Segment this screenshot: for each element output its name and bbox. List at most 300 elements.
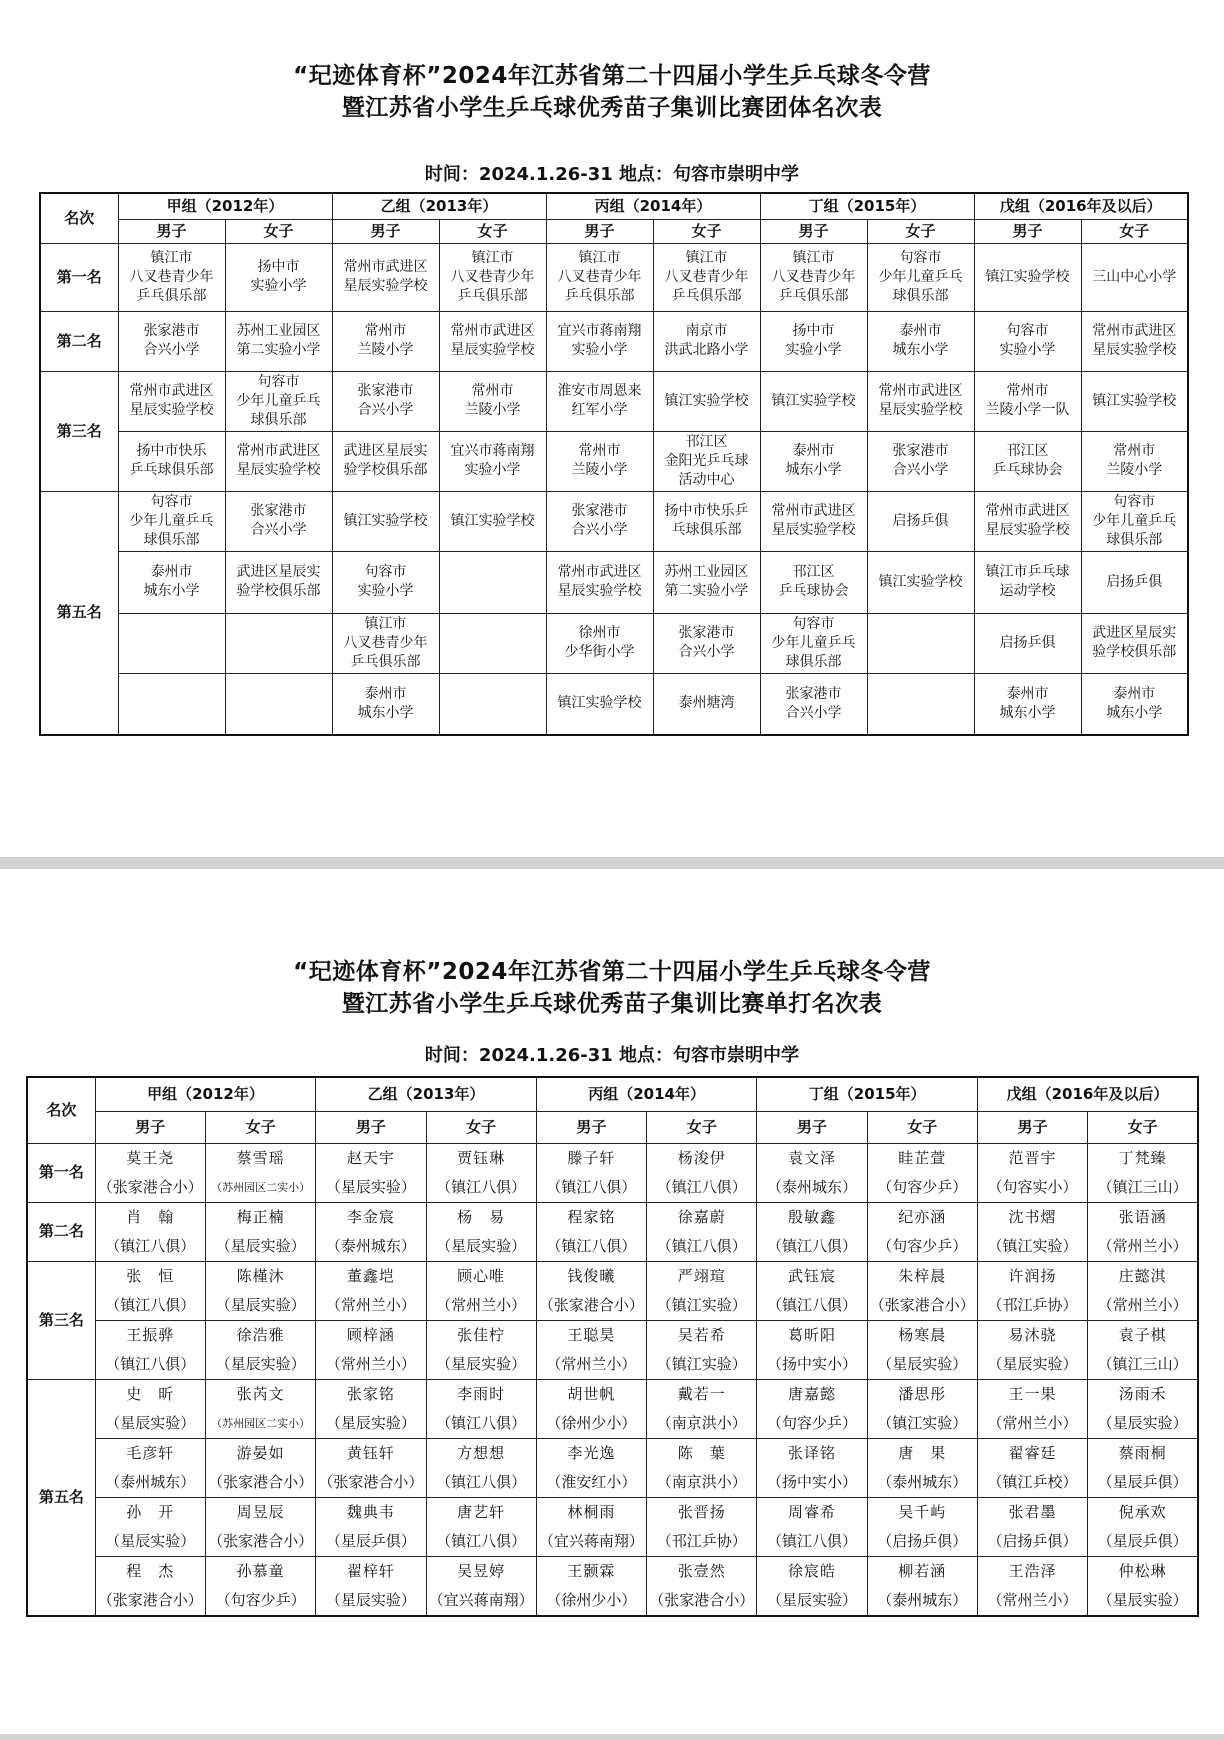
player-club: （镇江八俱） [426,1527,536,1557]
player-club: （星辰实验） [316,1173,426,1203]
team-entry: 镇江市 八叉巷青少年 乒乓俱乐部 [332,613,439,673]
table-row [40,243,1188,311]
player-club: （常州兰小） [1088,1291,1198,1321]
team-entry: 张家港市 合兴小学 [332,371,439,431]
team-entry: 武进区星辰实 验学校俱乐部 [225,551,332,613]
player-club: （泰州城东） [757,1173,867,1203]
rank-label: 第二名 [27,1202,95,1261]
player-name: 仲松琳 [1088,1556,1198,1586]
player-club: （星辰实验） [1088,1409,1198,1439]
table-row [27,1350,1198,1380]
player-name: 周昱辰 [205,1497,315,1527]
page-separator-bottom [0,1734,1224,1740]
player-name: 李金宸 [316,1202,426,1232]
team-entry: 扬中市快乐 乒乓球俱乐部 [118,431,225,491]
player-club: （常州兰小） [1088,1232,1198,1262]
player-name: 吴昱婷 [426,1556,536,1586]
male-header: 男子 [536,1111,646,1143]
player-name: 吴千屿 [867,1497,977,1527]
team-entry: 泰州塘湾 [653,673,760,735]
player-club: （张家港合小） [647,1586,757,1616]
player-club: （南京洪小） [647,1468,757,1498]
team-entry: 镇江实验学校 [653,371,760,431]
gender-header-row [40,219,1188,243]
player-name: 沈书熠 [977,1202,1087,1232]
player-club: （句容实小） [977,1173,1087,1203]
team-entry: 张家港市 合兴小学 [760,673,867,735]
player-club: （邗江乒协） [647,1527,757,1557]
table-row [27,1202,1198,1232]
player-club: （常州兰小） [977,1409,1087,1439]
team-entry: 武进区星辰实 验学校俱乐部 [1081,613,1188,673]
team-entry: 泰州市 城东小学 [118,551,225,613]
player-club: （星辰实验） [95,1527,205,1557]
player-club: （镇江八俱） [426,1173,536,1203]
team-entry: 常州市武进区 星辰实验学校 [332,243,439,311]
player-name: 赵天宇 [316,1143,426,1173]
group-header-row [40,193,1188,219]
player-name: 庄懿淇 [1088,1261,1198,1291]
player-name: 武钰宸 [757,1261,867,1291]
player-name: 徐浩雅 [205,1320,315,1350]
group-header: 丁组（2015年） [757,1077,978,1111]
team-entry: 常州市 兰陵小学 [1081,431,1188,491]
team-entry: 泰州市 城东小学 [974,673,1081,735]
player-club: （镇江八俱） [95,1350,205,1380]
team-entry [225,613,332,673]
player-name: 梅正楠 [205,1202,315,1232]
team-entry: 张家港市 合兴小学 [653,613,760,673]
team-entry: 张家港市 合兴小学 [867,431,974,491]
player-name: 王振骅 [95,1320,205,1350]
table-row [27,1409,1198,1439]
player-name: 蔡雨桐 [1088,1438,1198,1468]
team-entry [439,673,546,735]
team-entry: 邗江区 乒乓球协会 [760,551,867,613]
team-entry: 常州市 兰陵小学一队 [974,371,1081,431]
team-entry: 句容市 少年儿童乒乓 球俱乐部 [867,243,974,311]
player-name: 林桐雨 [536,1497,646,1527]
rank-label: 第三名 [27,1261,95,1379]
player-name: 张译铭 [757,1438,867,1468]
team-entry: 三山中心小学 [1081,243,1188,311]
singles-title-line1: “玘迹体育杯”2024年江苏省第二十四届小学生乒乓球冬令营 [293,959,931,985]
player-name: 孙 开 [95,1497,205,1527]
team-entry: 武进区星辰实 验学校俱乐部 [332,431,439,491]
player-name: 毛彦轩 [95,1438,205,1468]
table-row [27,1379,1198,1409]
player-club: （星辰乒俱） [316,1527,426,1557]
team-entry: 镇江市 八叉巷青少年 乒乓俱乐部 [653,243,760,311]
player-club: （张家港合小） [95,1586,205,1616]
player-club: （镇江八俱） [757,1232,867,1262]
team-meta: 时间：2024.1.26-31 地点：句容市崇明中学 [424,164,800,185]
player-name: 张佳柠 [426,1320,536,1350]
player-club: （徐州少小） [536,1586,646,1616]
team-entry: 常州市武进区 星辰实验学校 [760,491,867,551]
player-name: 贾钰琳 [426,1143,536,1173]
player-club: （星辰乒俱） [1088,1468,1198,1498]
player-name: 柳若涵 [867,1556,977,1586]
player-name: 陈 葉 [647,1438,757,1468]
team-title-line2: 暨江苏省小学生乒乓球优秀苗子集训比赛团体名次表 [341,95,883,121]
player-club: （星辰实验） [316,1586,426,1616]
team-entry: 泰州市 城东小学 [760,431,867,491]
team-entry: 扬中市快乐乒 乓球俱乐部 [653,491,760,551]
team-entry: 泰州市 城东小学 [1081,673,1188,735]
player-name: 游晏如 [205,1438,315,1468]
player-club: （常州兰小） [536,1350,646,1380]
player-club: （徐州少小） [536,1409,646,1439]
team-entry: 常州市武进区 星辰实验学校 [867,371,974,431]
team-entry: 镇江实验学校 [1081,371,1188,431]
player-name: 张芮文 [205,1379,315,1409]
team-entry: 启扬乒俱 [1081,551,1188,613]
team-entry [867,673,974,735]
player-name: 钱俊曦 [536,1261,646,1291]
player-club: （镇江八俱） [647,1232,757,1262]
player-name: 翟睿廷 [977,1438,1087,1468]
team-entry: 常州市武进区 星辰实验学校 [439,311,546,371]
player-club: （常州兰小） [977,1586,1087,1616]
team-entry: 泰州市 城东小学 [332,673,439,735]
table-row [27,1438,1198,1468]
player-club: （星辰实验） [426,1350,536,1380]
female-header: 女子 [647,1111,757,1143]
team-entry: 常州市武进区 星辰实验学校 [1081,311,1188,371]
player-club: （镇江乒校） [977,1468,1087,1498]
team-entry: 张家港市 合兴小学 [225,491,332,551]
player-club: （星辰实验） [95,1409,205,1439]
player-name: 孙慕童 [205,1556,315,1586]
player-club: （星辰实验） [757,1586,867,1616]
player-name: 袁文泽 [757,1143,867,1173]
player-club: （扬中实小） [757,1468,867,1498]
player-club: （苏州园区二实小） [205,1409,315,1439]
player-club: （镇江实验） [647,1291,757,1321]
team-entry: 句容市 少年儿童乒乓 球俱乐部 [225,371,332,431]
page-separator [0,857,1224,869]
female-header: 女子 [867,219,974,243]
female-header: 女子 [653,219,760,243]
player-club: （星辰乒俱） [1088,1527,1198,1557]
player-name: 袁子棋 [1088,1320,1198,1350]
player-club: （星辰实验） [426,1232,536,1262]
player-name: 纪亦涵 [867,1202,977,1232]
group-header-row [27,1077,1198,1111]
team-entry: 镇江市 八叉巷青少年 乒乓俱乐部 [439,243,546,311]
player-club: （镇江实验） [867,1409,977,1439]
player-club: （泰州城东） [867,1468,977,1498]
team-entry [118,613,225,673]
team-entry: 徐州市 少华街小学 [546,613,653,673]
player-name: 潘思彤 [867,1379,977,1409]
team-entry [118,673,225,735]
group-header: 丁组（2015年） [760,193,974,219]
team-entry: 镇江市 八叉巷青少年 乒乓俱乐部 [546,243,653,311]
team-entry: 镇江实验学校 [867,551,974,613]
player-club: （泰州城东） [316,1232,426,1262]
table-row [40,371,1188,431]
singles-ranking-table [26,1076,1199,1617]
female-header: 女子 [1088,1111,1198,1143]
player-club: （句容少乒） [867,1173,977,1203]
gender-header-row [27,1111,1198,1143]
team-entry: 宜兴市蒋南翔 实验小学 [546,311,653,371]
player-club: （泰州城东） [867,1586,977,1616]
group-header: 戊组（2016年及以后） [974,193,1188,219]
male-header: 男子 [757,1111,867,1143]
team-entry: 镇江实验学校 [546,673,653,735]
player-name: 葛昕阳 [757,1320,867,1350]
male-header: 男子 [95,1111,205,1143]
player-club: （星辰实验） [316,1409,426,1439]
player-club: （宜兴蒋南翔） [536,1527,646,1557]
table-row [40,311,1188,371]
player-name: 倪承欢 [1088,1497,1198,1527]
player-club: （常州兰小） [426,1291,536,1321]
player-club: （句容少乒） [757,1409,867,1439]
table-row [27,1173,1198,1203]
rank-label: 第一名 [27,1143,95,1202]
player-club: （星辰实验） [205,1291,315,1321]
team-entry: 南京市 洪武北路小学 [653,311,760,371]
player-name: 周睿希 [757,1497,867,1527]
player-name: 蔡雪瑶 [205,1143,315,1173]
team-entry: 常州市武进区 星辰实验学校 [118,371,225,431]
team-entry: 常州市 兰陵小学 [332,311,439,371]
player-club: （星辰实验） [867,1350,977,1380]
rank-label: 第二名 [40,311,118,371]
player-club: （镇江三山） [1088,1350,1198,1380]
team-entry: 苏州工业园区 第二实验小学 [225,311,332,371]
player-club: （镇江八俱） [757,1527,867,1557]
table-row [40,551,1188,613]
rank-header: 名次 [27,1077,95,1143]
player-name: 莫王尧 [95,1143,205,1173]
team-entry [439,613,546,673]
team-entry: 泰州市 城东小学 [867,311,974,371]
team-entry: 常州市 兰陵小学 [439,371,546,431]
player-club: （镇江八俱） [757,1291,867,1321]
player-name: 顾心唯 [426,1261,536,1291]
player-name: 易沐骁 [977,1320,1087,1350]
player-name: 魏典韦 [316,1497,426,1527]
player-club: （星辰实验） [205,1232,315,1262]
table-row [27,1291,1198,1321]
player-name: 严翊瑄 [647,1261,757,1291]
player-club: （常州兰小） [316,1291,426,1321]
player-name: 徐宸皓 [757,1556,867,1586]
player-club: （宜兴蒋南翔） [426,1586,536,1616]
group-header: 戊组（2016年及以后） [977,1077,1198,1111]
table-row [27,1232,1198,1262]
player-club: （张家港合小） [536,1291,646,1321]
team-entry: 镇江实验学校 [439,491,546,551]
rank-header: 名次 [40,193,118,243]
player-club: （启扬乒俱） [867,1527,977,1557]
player-name: 王聪昊 [536,1320,646,1350]
male-header: 男子 [316,1111,426,1143]
player-name: 张语涵 [1088,1202,1198,1232]
player-club: （南京洪小） [647,1409,757,1439]
team-entry: 淮安市周恩来 红军小学 [546,371,653,431]
player-club: （星辰实验） [1088,1586,1198,1616]
team-entry: 镇江实验学校 [974,243,1081,311]
player-name: 杨浚伊 [647,1143,757,1173]
team-entry: 张家港市 合兴小学 [118,311,225,371]
player-name: 丁梵臻 [1088,1143,1198,1173]
team-entry: 启扬乒俱 [867,491,974,551]
rank-label: 第五名 [27,1379,95,1616]
player-club: （句容少乒） [867,1232,977,1262]
player-name: 范晋宇 [977,1143,1087,1173]
player-name: 汤雨禾 [1088,1379,1198,1409]
player-club: （星辰实验） [977,1350,1087,1380]
player-name: 杨 易 [426,1202,536,1232]
table-row [40,613,1188,673]
female-header: 女子 [426,1111,536,1143]
player-club: （镇江八俱） [426,1468,536,1498]
player-name: 张壹然 [647,1556,757,1586]
table-row [27,1497,1198,1527]
female-header: 女子 [439,219,546,243]
rank-label: 第五名 [40,491,118,735]
table-row [27,1586,1198,1616]
team-entry: 扬中市 实验小学 [760,311,867,371]
male-header: 男子 [118,219,225,243]
player-name: 王颢霖 [536,1556,646,1586]
player-club: （句容少乒） [205,1586,315,1616]
group-header: 甲组（2012年） [95,1077,316,1111]
team-entry: 句容市 实验小学 [332,551,439,613]
team-entry: 常州市 兰陵小学 [546,431,653,491]
player-name: 张晋扬 [647,1497,757,1527]
team-entry: 句容市 实验小学 [974,311,1081,371]
team-entry: 邗江区 金阳光乒乓球 活动中心 [653,431,760,491]
player-name: 张君墨 [977,1497,1087,1527]
player-club: （淮安红小） [536,1468,646,1498]
player-name: 许润扬 [977,1261,1087,1291]
player-club: （启扬乒俱） [977,1527,1087,1557]
player-name: 胡世帆 [536,1379,646,1409]
player-name: 杨寒晨 [867,1320,977,1350]
group-header: 丙组（2014年） [546,193,760,219]
player-name: 张 恒 [95,1261,205,1291]
player-name: 王浩泽 [977,1556,1087,1586]
table-row [40,673,1188,735]
team-entry: 镇江市乒乓球 运动学校 [974,551,1081,613]
table-row [27,1468,1198,1498]
table-row [27,1143,1198,1173]
player-club: （苏州园区二实小） [205,1173,315,1203]
player-club: （邗江乒协） [977,1291,1087,1321]
female-header: 女子 [225,219,332,243]
player-club: （镇江八俱） [426,1409,536,1439]
player-name: 滕子轩 [536,1143,646,1173]
player-name: 史 昕 [95,1379,205,1409]
team-entry: 苏州工业园区 第二实验小学 [653,551,760,613]
male-header: 男子 [332,219,439,243]
player-name: 唐 果 [867,1438,977,1468]
team-entry: 常州市武进区 星辰实验学校 [225,431,332,491]
player-name: 方想想 [426,1438,536,1468]
player-name: 徐嘉蔚 [647,1202,757,1232]
team-entry: 句容市 少年儿童乒乓 球俱乐部 [118,491,225,551]
table-row [27,1320,1198,1350]
team-title-line1: “玘迹体育杯”2024年江苏省第二十四届小学生乒乓球冬令营 [293,63,931,89]
player-name: 戴若一 [647,1379,757,1409]
player-club: （张家港合小） [316,1468,426,1498]
rank-label: 第一名 [40,243,118,311]
male-header: 男子 [977,1111,1087,1143]
table-row [40,431,1188,491]
team-entry: 句容市 少年儿童乒乓 球俱乐部 [760,613,867,673]
player-club: （镇江三山） [1088,1173,1198,1203]
team-entry: 扬中市 实验小学 [225,243,332,311]
player-club: （镇江实验） [647,1350,757,1380]
player-club: （镇江八俱） [95,1232,205,1262]
player-name: 董鑫垲 [316,1261,426,1291]
female-header: 女子 [205,1111,315,1143]
player-name: 黄钰轩 [316,1438,426,1468]
team-entry: 常州市武进区 星辰实验学校 [974,491,1081,551]
team-entry: 镇江实验学校 [332,491,439,551]
player-name: 顾梓涵 [316,1320,426,1350]
player-name: 王一果 [977,1379,1087,1409]
female-header: 女子 [867,1111,977,1143]
rank-label: 第三名 [40,371,118,491]
player-club: （张家港合小） [205,1527,315,1557]
table-row [27,1261,1198,1291]
player-name: 唐嘉懿 [757,1379,867,1409]
group-header: 甲组（2012年） [118,193,332,219]
table-row [40,491,1188,551]
player-club: （镇江八俱） [536,1173,646,1203]
team-entry: 镇江市 八叉巷青少年 乒乓俱乐部 [760,243,867,311]
player-club: （镇江八俱） [536,1232,646,1262]
female-header: 女子 [1081,219,1188,243]
team-entry [867,613,974,673]
singles-title-line2: 暨江苏省小学生乒乓球优秀苗子集训比赛单打名次表 [341,991,883,1017]
team-ranking-page [0,0,1224,857]
player-name: 殷敏鑫 [757,1202,867,1232]
player-club: （泰州城东） [95,1468,205,1498]
player-club: （张家港合小） [867,1291,977,1321]
male-header: 男子 [974,219,1081,243]
player-name: 吴若希 [647,1320,757,1350]
male-header: 男子 [760,219,867,243]
player-name: 张家铭 [316,1379,426,1409]
table-row [27,1527,1198,1557]
player-name: 朱梓晨 [867,1261,977,1291]
team-entry: 张家港市 合兴小学 [546,491,653,551]
player-club: （镇江八俱） [95,1291,205,1321]
team-entry: 常州市武进区 星辰实验学校 [546,551,653,613]
team-entry: 镇江实验学校 [760,371,867,431]
team-entry: 启扬乒俱 [974,613,1081,673]
player-club: （张家港合小） [95,1173,205,1203]
team-ranking-table [39,192,1189,736]
player-name: 眭芷萱 [867,1143,977,1173]
team-entry: 邗江区 乒乓球协会 [974,431,1081,491]
group-header: 丙组（2014年） [536,1077,757,1111]
player-name: 李光逸 [536,1438,646,1468]
player-club: （张家港合小） [205,1468,315,1498]
group-header: 乙组（2013年） [332,193,546,219]
player-name: 程 杰 [95,1556,205,1586]
team-entry [439,551,546,613]
